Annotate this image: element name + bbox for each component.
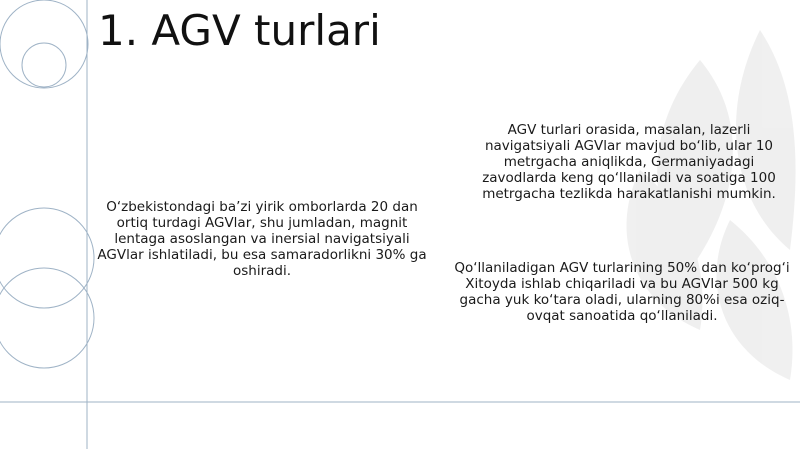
paragraph-right-top: AGV turlari orasida, masalan, lazerli navigatsiyali AGVlar mavjud bo‘lib, ular 10 metrgacha aniqlikda, Germaniyadagi zavodlarda keng qo‘llaniladi va soatiga 100 metrgacha tezlikda harakatlanishi mumkin. bbox=[482, 122, 776, 202]
bottom-circle bbox=[0, 268, 94, 368]
mid-circle bbox=[0, 208, 94, 308]
small-circle-top bbox=[22, 43, 66, 87]
leaf-watermark bbox=[627, 30, 796, 380]
paragraph-left: O‘zbekistondagi ba’zi yirik omborlarda 20 dan ortiq turdagi AGVlar, shu jumladan, magnit lentaga asoslangan va inersial navigatsiyali AGVlar ishlatiladi, bu esa samaradorlikni 30% ga oshiradi. bbox=[97, 199, 427, 279]
paragraph-right-bottom: Qo‘llaniladigan AGV turlarining 50% dan ko‘prog‘i Xitoyda ishlab chiqariladi va bu AGVlar 500 kg gacha yuk ko‘tara oladi, ularning 80%i esa oziq-ovqat sanoatida qo‘llaniladi. bbox=[454, 260, 790, 324]
large-circle-top bbox=[0, 0, 88, 88]
slide-title: 1. AGV turlari bbox=[98, 6, 381, 55]
circle-decorations bbox=[0, 0, 94, 368]
